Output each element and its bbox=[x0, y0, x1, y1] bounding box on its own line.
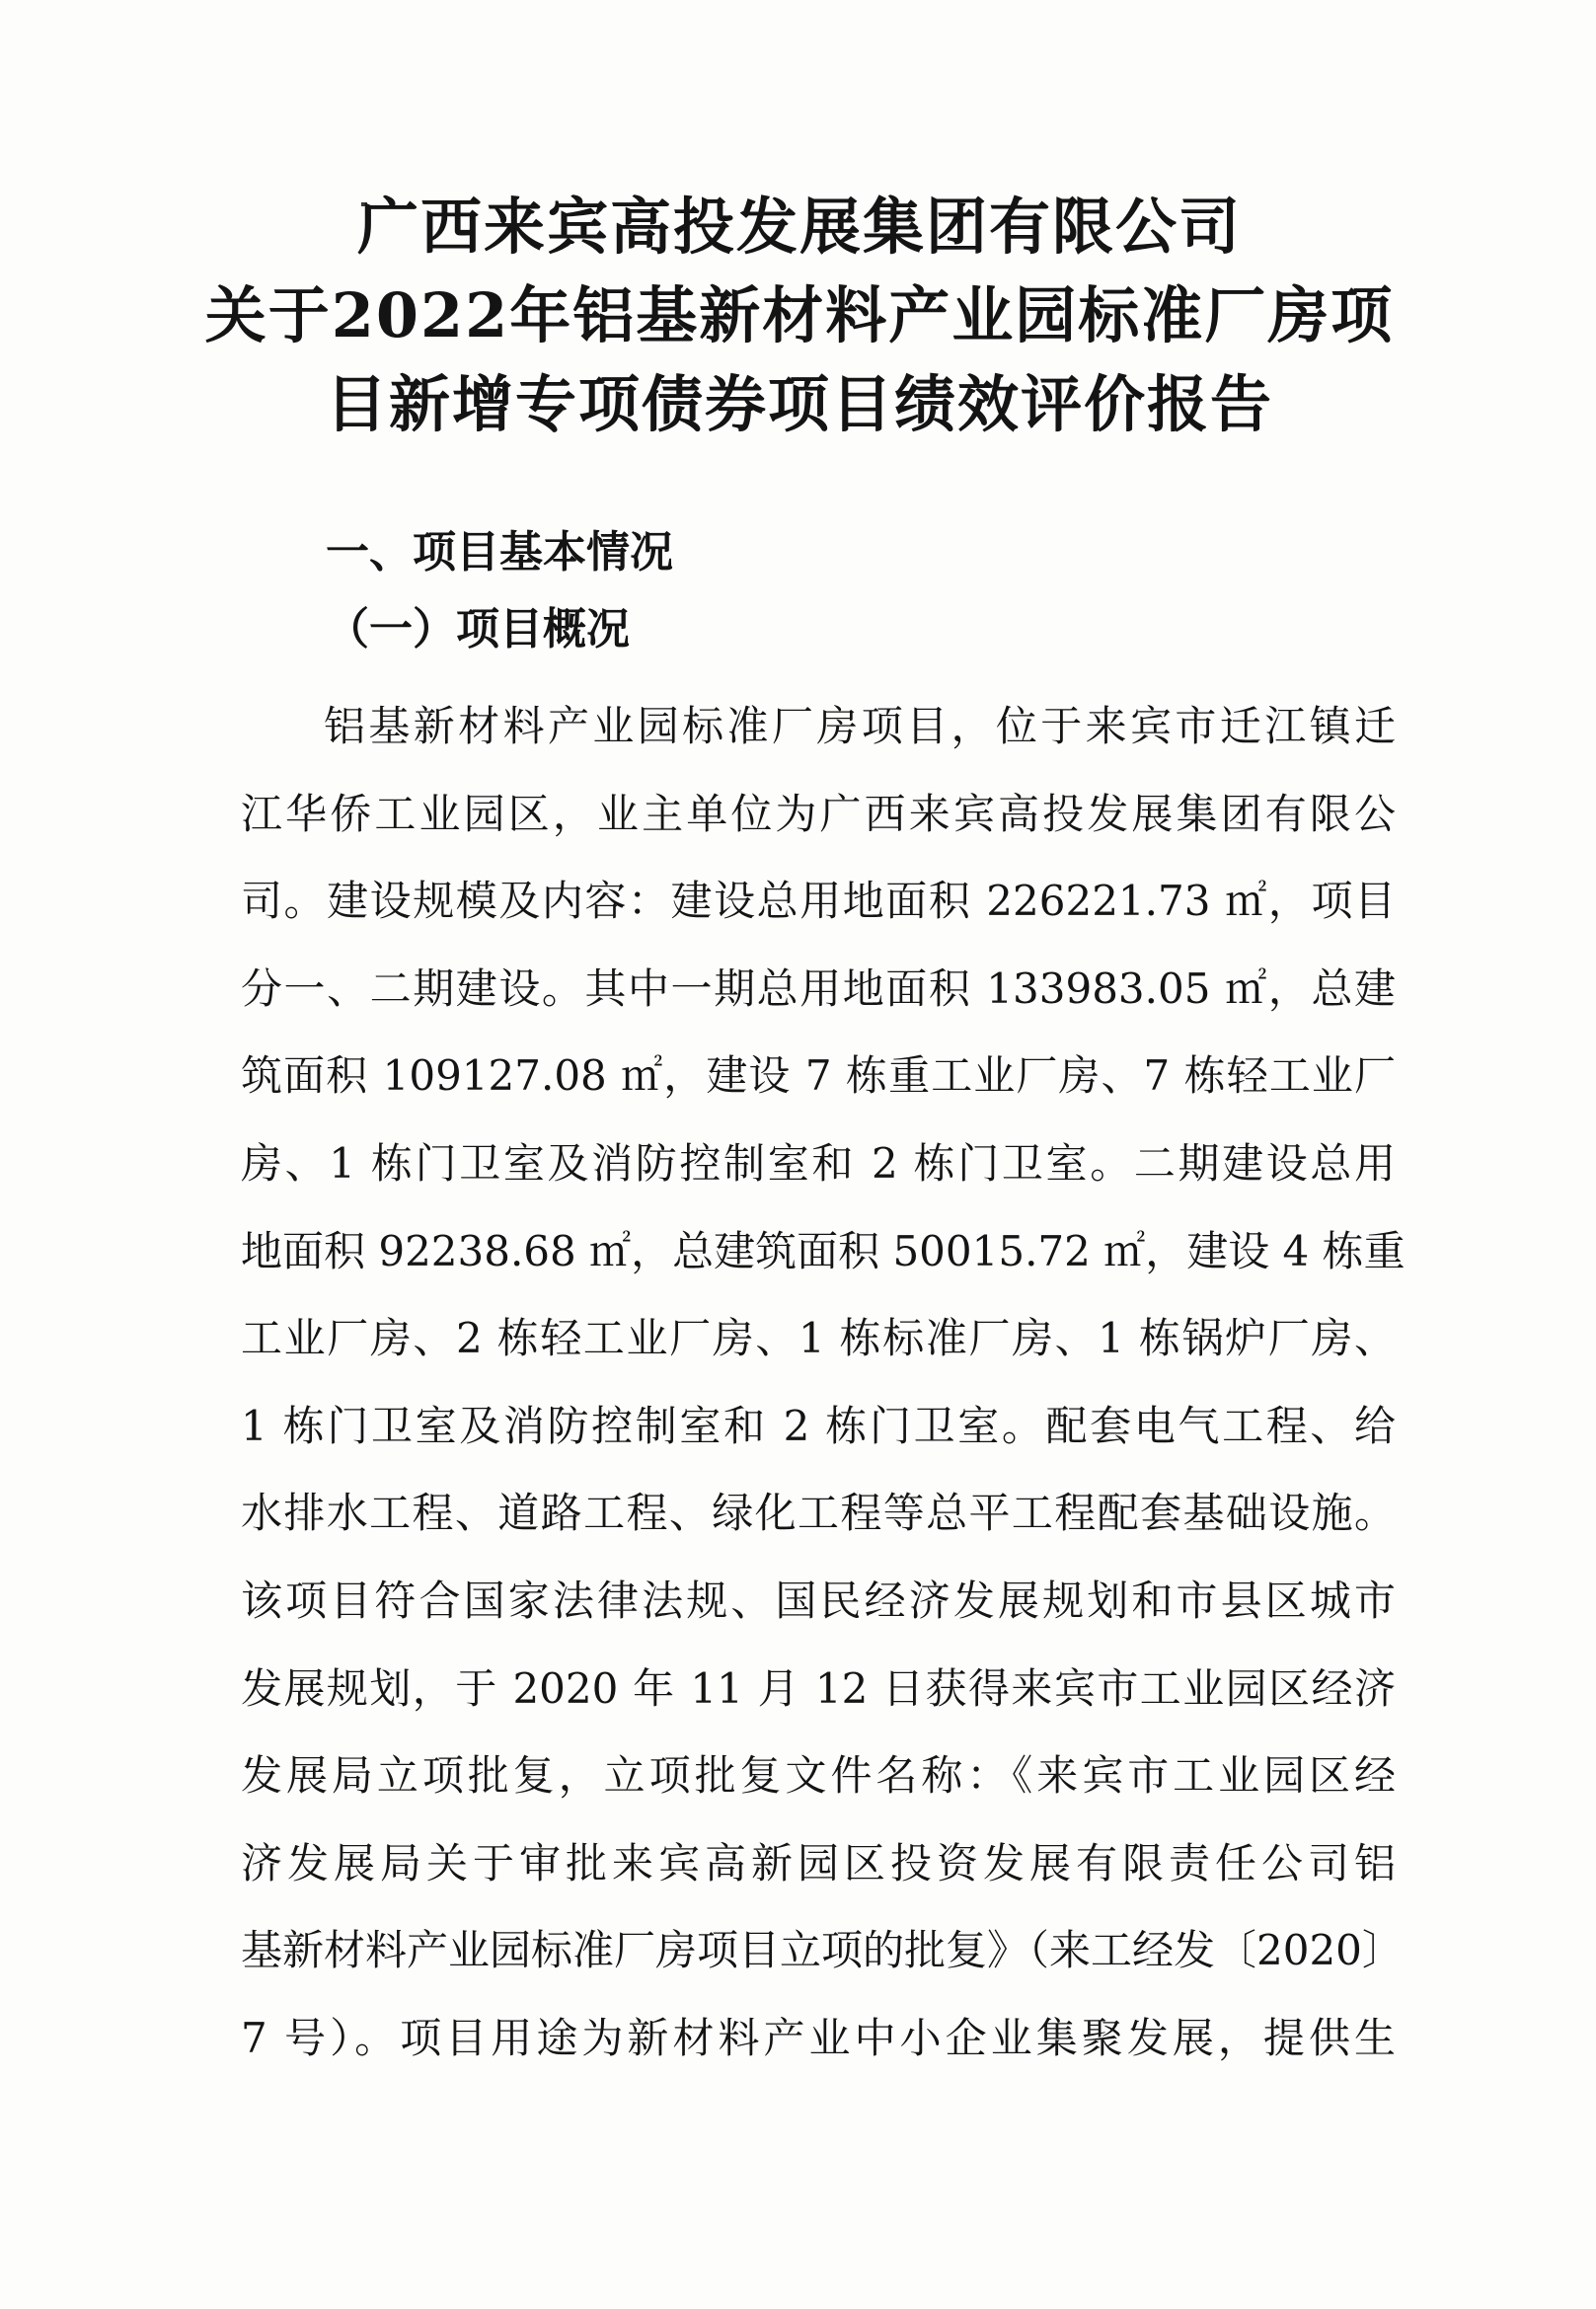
paragraph-line: 司。建设规模及内容：建设总用地面积 226221.73 ㎡，项目 bbox=[241, 877, 1396, 926]
paragraph-line: 济发展局关于审批来宾高新园区投资发展有限责任公司铝 bbox=[241, 1838, 1396, 1887]
body-paragraph bbox=[241, 683, 1406, 2083]
paragraph-line: 地面积 92238.68 ㎡，总建筑面积 50015.72 ㎡，建设 4 栋重 bbox=[241, 1226, 1406, 1275]
report-title bbox=[197, 183, 1402, 449]
paragraph-line: 1 栋门卫室及消防控制室和 2 栋门卫室。配套电气工程、给 bbox=[241, 1401, 1396, 1450]
subsection-heading: （一）项目概况 bbox=[326, 604, 630, 654]
section-heading: 一、项目基本情况 bbox=[326, 527, 673, 577]
title-line: 关于2022年铝基新材料产业园标准厂房项 bbox=[204, 279, 1395, 351]
paragraph-line: 该项目符合国家法律法规、国民经济发展规划和市县区城市 bbox=[241, 1576, 1396, 1625]
paragraph-line: 基新材料产业园标准厂房项目立项的批复》（来工经发〔2020〕 bbox=[241, 1926, 1404, 1975]
paragraph-line: 水排水工程、道路工程、绿化工程等总平工程配套基础设施。 bbox=[241, 1489, 1396, 1538]
paragraph-line: 房、1 栋门卫室及消防控制室和 2 栋门卫室。二期建设总用 bbox=[241, 1138, 1396, 1188]
paragraph-line: 工业厂房、2 栋轻工业厂房、1 栋标准厂房、1 栋锅炉厂房、 bbox=[241, 1314, 1396, 1363]
title-line: 广西来宾高投发展集团有限公司 bbox=[356, 191, 1242, 263]
paragraph-line: 分一、二期建设。其中一期总用地面积 133983.05 ㎡，总建 bbox=[241, 963, 1396, 1013]
paragraph-line: 江华侨工业园区，业主单位为广西来宾高投发展集团有限公 bbox=[241, 789, 1396, 838]
paragraph-line: 铝基新材料产业园标准厂房项目，位于来宾市迁江镇迁 bbox=[324, 702, 1396, 750]
paragraph-line: 7 号）。项目用途为新材料产业中小企业集聚发展，提供生 bbox=[241, 2013, 1396, 2062]
paragraph-line: 发展局立项批复，立项批复文件名称：《来宾市工业园区经 bbox=[241, 1751, 1396, 1801]
paragraph-line: 发展规划，于 2020 年 11 月 12 日获得来宾市工业园区经济 bbox=[241, 1663, 1396, 1713]
title-line: 目新增专项债券项目绩效评价报告 bbox=[325, 368, 1273, 440]
paragraph-line: 筑面积 109127.08 ㎡，建设 7 栋重工业厂房、7 栋轻工业厂 bbox=[241, 1051, 1396, 1101]
